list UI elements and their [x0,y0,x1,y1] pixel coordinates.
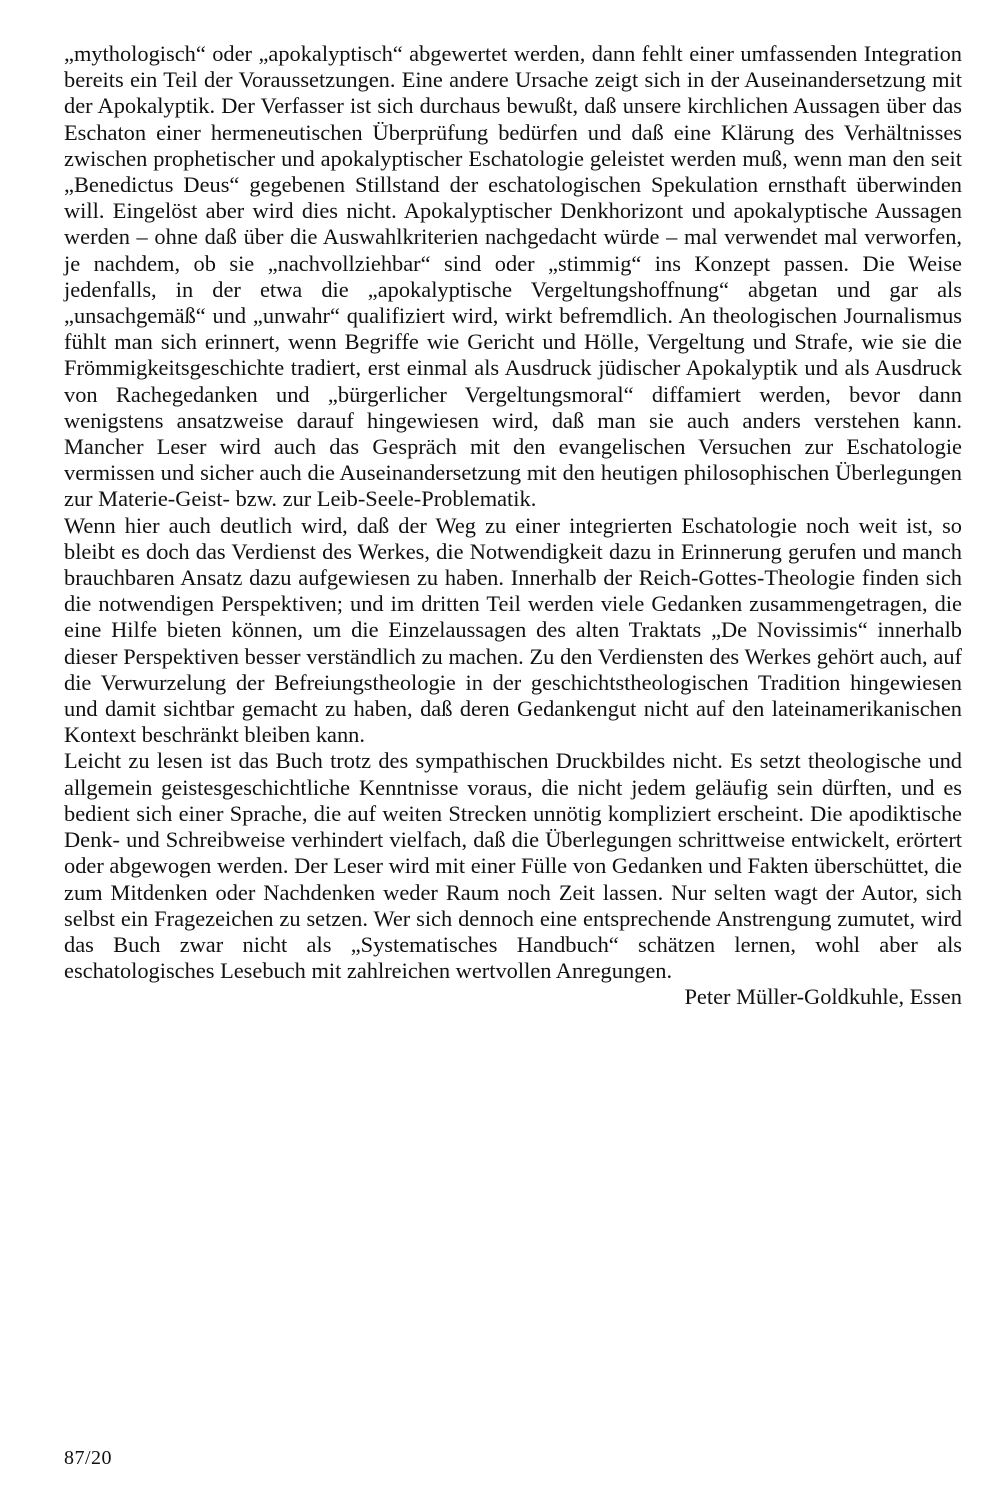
author-signature: Peter Müller-Goldkuhle, Essen [684,984,962,1010]
review-text [64,41,962,1011]
paragraph-3: Leicht zu lesen ist das Buch trotz des sympathischen Druckbildes nicht. Es setzt theologische und allgemein geistesgeschichtliche Kenntnisse voraus, die nicht jedem geläufig sein dürften, und es bedient sich einer Sprache, die auf weiten Strecken unnötig kompliziert erscheint. Die apodiktische Denk- und Schreibweise verhindert vielfach, daß die Überlegungen schrittweise entwickelt, erörtert oder abgewogen werden. Der Leser wird mit einer Fülle von Gedanken und Fakten überschüttet, die zum Mitdenken oder Nachdenken weder Raum noch Zeit lassen. Nur selten wagt der Autor, sich selbst ein Fragezeichen zu setzen. Wer sich dennoch eine entsprechende Anstrengung zumutet, wird das Buch zwar nicht als „Systematisches Handbuch“ schätzen lernen, wohl aber als eschatologisches Lesebuch mit zahlreichen wertvollen Anregungen. [64,748,962,984]
page-number: 87/20 [64,1447,113,1469]
paragraph-2: Wenn hier auch deutlich wird, daß der Weg zu einer integrierten Eschatologie noch weit ist, so bleibt es doch das Verdienst des Werkes, die Notwendigkeit dazu in Erinnerung gerufen und manch brauchbaren Ansatz dazu aufgewiesen zu haben. Innerhalb der Reich-Gottes-Theologie finden sich die notwendigen Perspektiven; und im dritten Teil werden viele Gedanken zusammengetragen, die eine Hilfe bieten können, um die Einzelaussagen des alten Traktats „De Novissimis“ innerhalb dieser Perspektiven besser verständlich zu machen. Zu den Verdiensten des Werkes gehört auch, auf die Verwurzelung der Befreiungstheologie in der geschichtstheologischen Tradition hingewiesen und damit sichtbar gemacht zu haben, daß deren Gedankengut nicht auf den lateinamerikanischen Kontext beschränkt bleiben kann. [64,512,962,748]
paragraph-1: „mythologisch“ oder „apokalyptisch“ abgewertet werden, dann fehlt einer umfassenden Integration bereits ein Teil der Voraussetzungen. Eine andere Ursache zeigt sich in der Auseinandersetzung mit der Apokalyptik. Der Verfasser ist sich durchaus bewußt, daß unsere kirchlichen Aussagen über das Eschaton einer hermeneutischen Überprüfung bedürfen und daß eine Klärung des Verhältnisses zwischen prophetischer und apokalyptischer Eschatologie geleistet werden muß, wenn man den seit „Benedictus Deus“ gegebenen Stillstand der eschatologischen Spekulation ernsthaft überwinden will. Eingelöst aber wird dies nicht. Apokalyptischer Denkhorizont und apokalyptische Aussagen werden – ohne daß über die Auswahlkriterien nachgedacht würde – mal verwendet mal verworfen, je nachdem, ob sie „nachvollziehbar“ sind oder „stimmig“ ins Konzept passen. Die Weise jedenfalls, in der etwa die „apokalyptische Vergeltungshoffnung“ abgetan und gar als „unsachgemäß“ und „unwahr“ qualifiziert wird, wirkt befremdlich. An theologischen Journalismus fühlt man sich erinnert, wenn Begriffe wie Gericht und Hölle, Vergeltung und Strafe, wie sie die Frömmigkeitsgeschichte tradiert, erst einmal als Ausdruck jüdischer Apokalyptik und als Ausdruck von Rachegedanken und „bürgerlicher Vergeltungsmoral“ diffamiert werden, bevor dann wenigstens ansatzweise darauf hingewiesen wird, daß man sie auch anders verstehen kann. Mancher Leser wird auch das Gespräch mit den evangelischen Versuchen zur Eschatologie vermissen und sicher auch die Auseinandersetzung mit den heutigen philosophischen Überlegungen zur Materie-Geist- bzw. zur Leib-Seele-Problematik. [64,41,962,512]
